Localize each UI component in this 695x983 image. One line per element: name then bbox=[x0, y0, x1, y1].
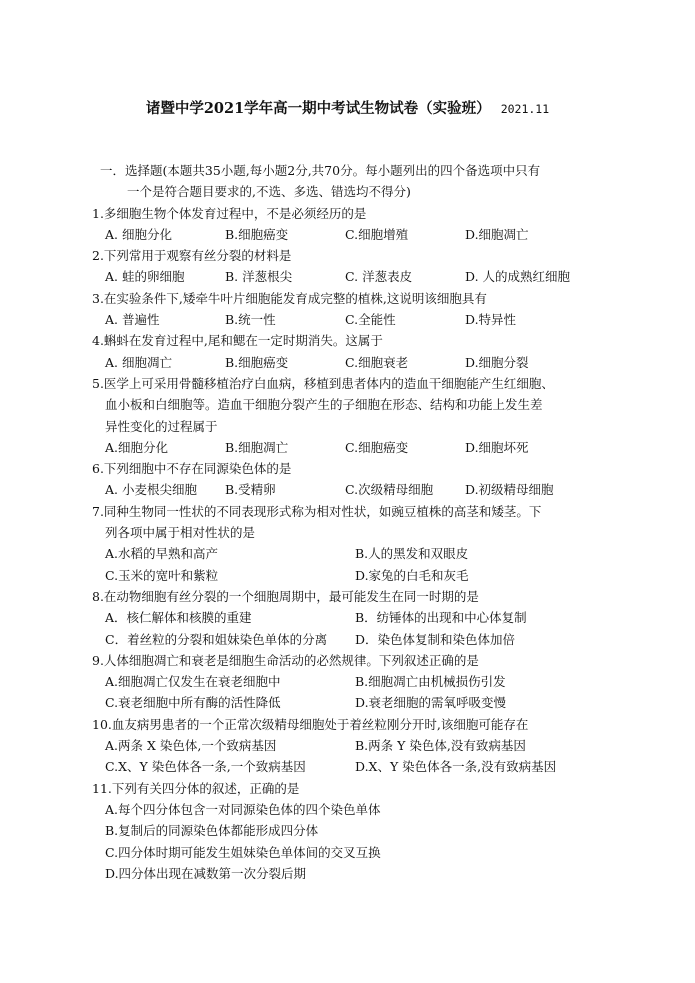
option-b: B.细胞凋亡由机械损伤引发 bbox=[355, 674, 506, 690]
option-d: D.特异性 bbox=[465, 312, 517, 328]
question-6-stem: 6.下列细胞中不存在同源染色体的是 bbox=[92, 461, 292, 477]
option-d: D.细胞坏死 bbox=[465, 439, 529, 455]
section-instructions: 一．选择题(本题共35小题,每小题2分,共70分。每小题列出的四个备选项中只有 bbox=[100, 163, 541, 178]
exam-date: 2021.11 bbox=[500, 102, 550, 116]
option-b: B．纺锤体的出现和中心体复制 bbox=[355, 610, 527, 626]
option-b: B.复制后的同源染色体都能形成四分体 bbox=[105, 823, 319, 839]
option-a: A. 普遍性 bbox=[105, 312, 160, 328]
question-1-stem: 1.多细胞生物个体发育过程中，不是必须经历的是 bbox=[92, 205, 367, 221]
option-a: A. 细胞凋亡 bbox=[105, 354, 172, 370]
option-c: C.X、Y 染色体各一条,一个致病基因 bbox=[105, 759, 306, 775]
option-a: A.每个四分体包含一对同源染色体的四个染色单体 bbox=[105, 801, 381, 817]
question-4-stem: 4.蝌蚪在发育过程中,尾和鳃在一定时期消失。这属于 bbox=[92, 333, 383, 349]
option-b: B.细胞凋亡 bbox=[225, 439, 289, 455]
option-d: D.家兔的白毛和灰毛 bbox=[355, 567, 469, 583]
question-10-options-cd bbox=[92, 756, 612, 777]
question-9-options-cd bbox=[92, 692, 612, 713]
option-a: A. 蛙的卵细胞 bbox=[105, 269, 185, 285]
section-instructions-cont: 一个是符合题目要求的,不选、多选、错选均不得分) bbox=[127, 184, 411, 200]
option-d: D.X、Y 染色体各一条,没有致病基因 bbox=[355, 759, 557, 775]
question-5-options bbox=[92, 437, 612, 458]
option-a: A. 小麦根尖细胞 bbox=[105, 482, 197, 498]
exam-title bbox=[0, 97, 695, 118]
option-d: D.四分体出现在减数第一次分裂后期 bbox=[105, 865, 307, 881]
question-5-stem: 5.医学上可采用骨髓移植治疗白血病，移植到患者体内的造血干细胞能产生红细胞、 bbox=[92, 375, 554, 391]
option-a: A. 细胞分化 bbox=[105, 226, 172, 242]
question-8-options-cd bbox=[92, 629, 612, 650]
question-7-stem-cont: 列各项中属于相对性状的是 bbox=[105, 525, 256, 541]
question-4-options bbox=[92, 352, 612, 373]
question-3-options bbox=[92, 309, 612, 330]
option-a: A.水稻的早熟和高产 bbox=[105, 546, 219, 562]
question-5-stem-cont: 血小板和白细胞等。造血干细胞分裂产生的子细胞在形态、结构和功能上发生差 bbox=[105, 397, 543, 413]
option-c: C. 洋葱表皮 bbox=[345, 269, 413, 285]
question-2-stem: 2.下列常用于观察有丝分裂的材料是 bbox=[92, 248, 292, 264]
option-c: C.衰老细胞中所有酶的活性降低 bbox=[105, 695, 281, 711]
question-7-options-ab bbox=[92, 543, 612, 564]
option-c: C.玉米的宽叶和紫粒 bbox=[105, 567, 219, 583]
question-5-stem-cont: 异性变化的过程属于 bbox=[105, 418, 218, 434]
option-c: C.细胞增殖 bbox=[345, 226, 409, 242]
question-3-stem: 3.在实验条件下,矮牵牛叶片细胞能发育成完整的植株,这说明该细胞具有 bbox=[92, 290, 487, 306]
question-7-options-cd bbox=[92, 565, 612, 586]
question-6-options bbox=[92, 479, 612, 500]
option-c: C.四分体时期可能发生姐妹染色单体间的交叉互换 bbox=[105, 844, 381, 860]
option-b: B.两条 Y 染色体,没有致病基因 bbox=[355, 738, 526, 754]
option-b: B.受精卵 bbox=[225, 482, 276, 498]
option-c: C．着丝粒的分裂和姐妹染色单体的分离 bbox=[105, 631, 328, 647]
question-8-options-ab bbox=[92, 607, 612, 628]
question-8-stem: 8.在动物细胞有丝分裂的一个细胞周期中，最可能发生在同一时期的是 bbox=[92, 588, 479, 604]
option-c: C.细胞癌变 bbox=[345, 439, 409, 455]
option-b: B. 洋葱根尖 bbox=[225, 269, 293, 285]
option-b: B.细胞癌变 bbox=[225, 354, 289, 370]
option-d: D.衰老细胞的需氧呼吸变慢 bbox=[355, 695, 507, 711]
option-b: B.人的黑发和双眼皮 bbox=[355, 546, 469, 562]
exam-title-text: 诸暨中学2021学年高一期中考试生物试卷（实验班） bbox=[145, 100, 491, 117]
option-d: D．染色体复制和染色体加倍 bbox=[355, 631, 516, 647]
option-a: A.细胞分化 bbox=[105, 439, 169, 455]
option-d: D.细胞分裂 bbox=[465, 354, 529, 370]
question-10-options-ab bbox=[92, 735, 612, 756]
question-7-stem: 7.同种生物同一性状的不同表现形式称为相对性状，如豌豆植株的高茎和矮茎。下 bbox=[92, 503, 542, 519]
option-a: A．核仁解体和核膜的重建 bbox=[105, 610, 252, 626]
option-d: D. 人的成熟红细胞 bbox=[465, 269, 571, 285]
option-d: D.细胞凋亡 bbox=[465, 226, 529, 242]
question-9-stem: 9.人体细胞凋亡和衰老是细胞生命活动的必然规律。下列叙述正确的是 bbox=[92, 652, 479, 668]
question-section bbox=[92, 160, 612, 884]
option-c: C.全能性 bbox=[345, 312, 396, 328]
option-a: A.两条 X 染色体,一个致病基因 bbox=[105, 738, 277, 754]
option-c: C.细胞衰老 bbox=[345, 354, 409, 370]
option-c: C.次级精母细胞 bbox=[345, 482, 434, 498]
question-9-options-ab bbox=[92, 671, 612, 692]
question-11-stem: 11.下列有关四分体的叙述，正确的是 bbox=[92, 780, 300, 796]
question-2-options bbox=[92, 266, 612, 287]
question-10-stem: 10.血友病男患者的一个正常次级精母细胞处于着丝粒刚分开时,该细胞可能存在 bbox=[92, 716, 529, 732]
option-b: B.统一性 bbox=[225, 312, 276, 328]
option-b: B.细胞癌变 bbox=[225, 226, 289, 242]
question-1-options bbox=[92, 224, 612, 245]
option-a: A.细胞凋亡仅发生在衰老细胞中 bbox=[105, 674, 281, 690]
option-d: D.初级精母细胞 bbox=[465, 482, 554, 498]
